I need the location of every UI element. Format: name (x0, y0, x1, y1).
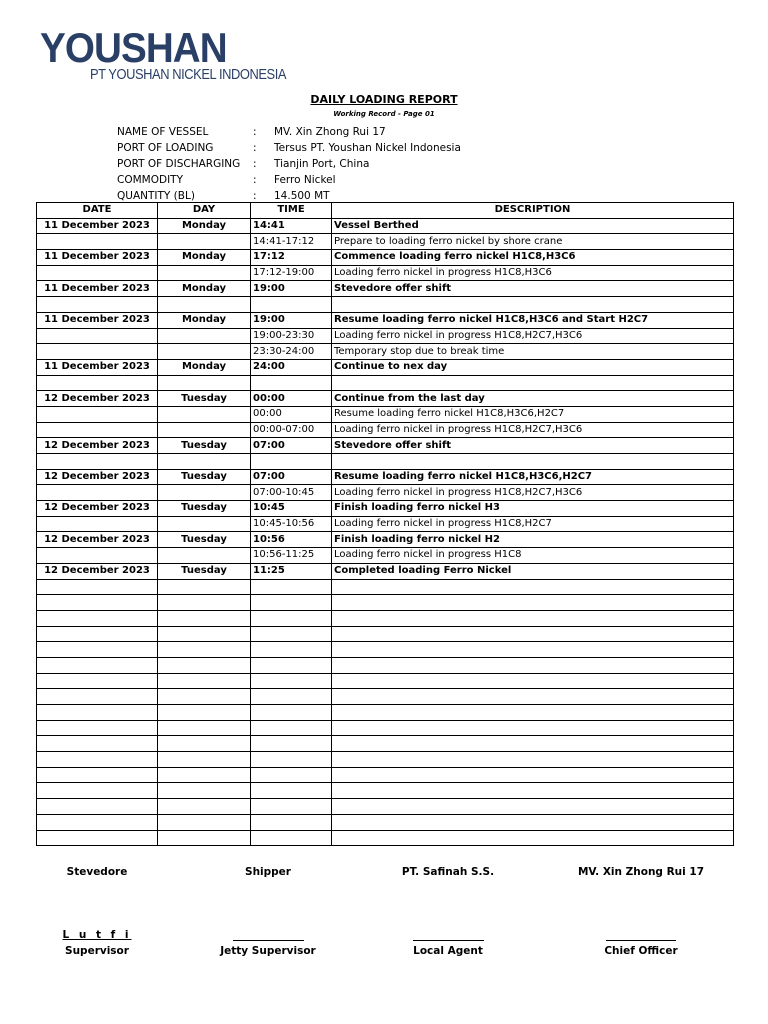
cell-day (158, 265, 251, 281)
party-agent: PT. Safinah S.S. (401, 866, 495, 878)
cell-description (332, 736, 734, 752)
table-row (37, 783, 734, 799)
logo-subtitle: PT YOUSHAN NICKEL INDONESIA (90, 66, 287, 83)
cell-day (158, 799, 251, 815)
cell-time (251, 689, 332, 705)
signature-line-agent (413, 940, 484, 941)
role-local-agent: Local Agent (413, 945, 483, 957)
cell-time (251, 375, 332, 391)
table-row (37, 548, 734, 564)
cell-day (158, 752, 251, 768)
table-row (37, 438, 734, 454)
cell-description (332, 595, 734, 611)
cell-time (251, 626, 332, 642)
cell-description (332, 830, 734, 846)
cell-description (332, 579, 734, 595)
info-colon: : (253, 142, 257, 154)
cell-time: 07:00-10:45 (251, 485, 332, 501)
table-row (37, 501, 734, 517)
table-row (37, 234, 734, 250)
table-row (37, 642, 734, 658)
cell-time (251, 454, 332, 470)
info-colon: : (253, 158, 257, 170)
cell-description: Resume loading ferro nickel H1C8,H3C6,H2C7 (332, 406, 734, 422)
cell-date (37, 814, 158, 830)
cell-description (332, 814, 734, 830)
cell-day: Tuesday (158, 532, 251, 548)
info-value: Tersus PT. Youshan Nickel Indonesia (274, 142, 461, 154)
table-row (37, 752, 734, 768)
cell-date: 12 December 2023 (37, 501, 158, 517)
cell-date (37, 657, 158, 673)
cell-day: Tuesday (158, 469, 251, 485)
table-row (37, 579, 734, 595)
cell-date: 12 December 2023 (37, 469, 158, 485)
table-row (37, 218, 734, 234)
cell-date (37, 516, 158, 532)
cell-description (332, 767, 734, 783)
cell-time: 10:45-10:56 (251, 516, 332, 532)
info-value: MV. Xin Zhong Rui 17 (274, 126, 386, 138)
cell-day (158, 783, 251, 799)
table-row (37, 657, 734, 673)
info-label: QUANTITY (BL) (117, 190, 195, 202)
cell-date (37, 485, 158, 501)
cell-description: Stevedore offer shift (332, 438, 734, 454)
cell-date (37, 579, 158, 595)
table-row (37, 485, 734, 501)
cell-description: Loading ferro nickel in progress H1C8,H3C6 (332, 265, 734, 281)
cell-time (251, 799, 332, 815)
cell-date (37, 344, 158, 360)
logo-wordmark: YOUSHAN (40, 24, 227, 71)
party-vessel: MV. Xin Zhong Rui 17 (577, 866, 705, 878)
cell-date (37, 720, 158, 736)
cell-time (251, 830, 332, 846)
cell-date (37, 610, 158, 626)
table-row (37, 689, 734, 705)
info-label: PORT OF LOADING (117, 142, 214, 154)
cell-date (37, 422, 158, 438)
cell-description: Prepare to loading ferro nickel by shore crane (332, 234, 734, 250)
cell-date (37, 830, 158, 846)
cell-date (37, 673, 158, 689)
cell-time: 07:00 (251, 438, 332, 454)
cell-time (251, 657, 332, 673)
table-row (37, 344, 734, 360)
cell-date: 12 December 2023 (37, 438, 158, 454)
cell-day: Tuesday (158, 391, 251, 407)
info-colon: : (253, 190, 257, 202)
cell-time: 07:00 (251, 469, 332, 485)
cell-date (37, 375, 158, 391)
cell-description: Continue from the last day (332, 391, 734, 407)
cell-date (37, 736, 158, 752)
cell-time (251, 752, 332, 768)
header-time: TIME (251, 203, 332, 219)
info-colon: : (253, 126, 257, 138)
cell-date (37, 406, 158, 422)
cell-day (158, 454, 251, 470)
cell-time: 14:41-17:12 (251, 234, 332, 250)
cell-date (37, 548, 158, 564)
cell-day (158, 234, 251, 250)
role-supervisor: Supervisor (65, 945, 129, 957)
cell-description: Completed loading Ferro Nickel (332, 563, 734, 579)
cell-date (37, 626, 158, 642)
cell-date: 12 December 2023 (37, 563, 158, 579)
cell-description: Finish loading ferro nickel H2 (332, 532, 734, 548)
cell-date: 12 December 2023 (37, 532, 158, 548)
table-row (37, 720, 734, 736)
cell-description: Finish loading ferro nickel H3 (332, 501, 734, 517)
cell-time (251, 642, 332, 658)
table-header-row (37, 203, 734, 219)
cell-time: 10:56 (251, 532, 332, 548)
table-row (37, 375, 734, 391)
table-row (37, 391, 734, 407)
info-value: 14.500 MT (274, 190, 330, 202)
cell-day (158, 516, 251, 532)
role-jetty-supervisor: Jetty Supervisor (220, 945, 316, 957)
cell-day (158, 485, 251, 501)
cell-description: Loading ferro nickel in progress H1C8,H2C7,H3C6 (332, 485, 734, 501)
cell-time (251, 579, 332, 595)
table-row (37, 297, 734, 313)
cell-time: 00:00 (251, 406, 332, 422)
table-row (37, 328, 734, 344)
cell-day: Tuesday (158, 438, 251, 454)
cell-time (251, 767, 332, 783)
cell-day (158, 422, 251, 438)
table-row (37, 250, 734, 266)
cell-day (158, 297, 251, 313)
header-day: DAY (158, 203, 251, 219)
cell-date (37, 265, 158, 281)
table-row (37, 767, 734, 783)
cell-description: Stevedore offer shift (332, 281, 734, 297)
cell-time (251, 297, 332, 313)
cell-date (37, 328, 158, 344)
cell-date (37, 595, 158, 611)
cell-description (332, 689, 734, 705)
cell-description (332, 642, 734, 658)
info-label: NAME OF VESSEL (117, 126, 209, 138)
info-row-port-loading (117, 140, 461, 156)
cell-description: Resume loading ferro nickel H1C8,H3C6 and Start H2C7 (332, 312, 734, 328)
report-title: DAILY LOADING REPORT (310, 93, 458, 106)
cell-date: 11 December 2023 (37, 359, 158, 375)
table-row (37, 830, 734, 846)
cell-time: 10:56-11:25 (251, 548, 332, 564)
cell-description: Loading ferro nickel in progress H1C8,H2C7 (332, 516, 734, 532)
table-row (37, 532, 734, 548)
cell-time (251, 610, 332, 626)
header-description: DESCRIPTION (332, 203, 734, 219)
cell-time: 19:00 (251, 312, 332, 328)
cell-day: Monday (158, 250, 251, 266)
table-row (37, 281, 734, 297)
info-label: PORT OF DISCHARGING (117, 158, 241, 170)
cell-description: Resume loading ferro nickel H1C8,H3C6,H2C7 (332, 469, 734, 485)
party-stevedore: Stevedore (66, 866, 128, 878)
cell-day (158, 328, 251, 344)
cell-day (158, 610, 251, 626)
cell-date (37, 705, 158, 721)
role-chief-officer: Chief Officer (604, 945, 678, 957)
cell-day (158, 705, 251, 721)
cell-description: Loading ferro nickel in progress H1C8,H2C7,H3C6 (332, 422, 734, 438)
cell-day: Tuesday (158, 563, 251, 579)
table-row (37, 814, 734, 830)
cell-date: 11 December 2023 (37, 218, 158, 234)
cell-time (251, 720, 332, 736)
cell-time (251, 705, 332, 721)
info-colon: : (253, 174, 257, 186)
loading-log-table (36, 202, 734, 846)
cell-description (332, 799, 734, 815)
info-row-vessel (117, 124, 461, 140)
cell-date (37, 642, 158, 658)
cell-description (332, 705, 734, 721)
info-value: Ferro Nickel (274, 174, 336, 186)
table-row (37, 359, 734, 375)
cell-day: Monday (158, 359, 251, 375)
cell-date (37, 767, 158, 783)
cell-day (158, 344, 251, 360)
table-row (37, 422, 734, 438)
cell-day (158, 720, 251, 736)
cell-description: Temporary stop due to break time (332, 344, 734, 360)
table-body (37, 218, 734, 846)
cell-description (332, 673, 734, 689)
info-row-commodity (117, 172, 461, 188)
cell-time (251, 736, 332, 752)
cell-description (332, 454, 734, 470)
cell-time (251, 814, 332, 830)
cell-date (37, 234, 158, 250)
cell-time (251, 595, 332, 611)
cell-time: 10:45 (251, 501, 332, 517)
cell-time: 14:41 (251, 218, 332, 234)
cell-date (37, 454, 158, 470)
table-row (37, 469, 734, 485)
cell-day (158, 767, 251, 783)
cell-date: 11 December 2023 (37, 250, 158, 266)
table-row (37, 563, 734, 579)
cell-day (158, 406, 251, 422)
signature-line-officer (606, 940, 676, 941)
table-row (37, 516, 734, 532)
cell-time: 11:25 (251, 563, 332, 579)
cell-day: Monday (158, 281, 251, 297)
cell-time: 00:00-07:00 (251, 422, 332, 438)
cell-day (158, 375, 251, 391)
cell-time: 19:00-23:30 (251, 328, 332, 344)
cell-description (332, 375, 734, 391)
cell-day: Monday (158, 218, 251, 234)
table-row (37, 595, 734, 611)
vessel-info (117, 124, 461, 204)
table-row (37, 799, 734, 815)
table-row (37, 312, 734, 328)
cell-time: 24:00 (251, 359, 332, 375)
cell-day (158, 657, 251, 673)
cell-date: 11 December 2023 (37, 281, 158, 297)
cell-description (332, 720, 734, 736)
cell-day (158, 830, 251, 846)
table-row (37, 705, 734, 721)
cell-description (332, 657, 734, 673)
header-date: DATE (37, 203, 158, 219)
cell-time (251, 783, 332, 799)
cell-time: 17:12-19:00 (251, 265, 332, 281)
cell-day (158, 689, 251, 705)
table-row (37, 406, 734, 422)
cell-description: Loading ferro nickel in progress H1C8,H2C7,H3C6 (332, 328, 734, 344)
table-row (37, 673, 734, 689)
table-row (37, 454, 734, 470)
cell-time (251, 673, 332, 689)
party-shipper: Shipper (245, 866, 291, 878)
cell-description (332, 297, 734, 313)
cell-day (158, 595, 251, 611)
cell-day (158, 814, 251, 830)
info-value: Tianjin Port, China (274, 158, 370, 170)
cell-day (158, 736, 251, 752)
cell-day: Monday (158, 312, 251, 328)
cell-description (332, 783, 734, 799)
cell-date (37, 297, 158, 313)
cell-date: 12 December 2023 (37, 391, 158, 407)
cell-date (37, 752, 158, 768)
cell-description: Continue to nex day (332, 359, 734, 375)
table-row (37, 736, 734, 752)
cell-time: 00:00 (251, 391, 332, 407)
signature-line-jetty (233, 940, 304, 941)
table-row (37, 626, 734, 642)
cell-description: Commence loading ferro nickel H1C8,H3C6 (332, 250, 734, 266)
table-row (37, 610, 734, 626)
cell-day (158, 642, 251, 658)
cell-description: Vessel Berthed (332, 218, 734, 234)
info-row-port-discharging (117, 156, 461, 172)
cell-day: Tuesday (158, 501, 251, 517)
cell-date (37, 689, 158, 705)
cell-date (37, 783, 158, 799)
cell-day (158, 626, 251, 642)
supervisor-name: L u t f i (62, 929, 132, 941)
cell-description (332, 752, 734, 768)
cell-description: Loading ferro nickel in progress H1C8 (332, 548, 734, 564)
cell-time: 23:30-24:00 (251, 344, 332, 360)
cell-day (158, 673, 251, 689)
cell-time: 19:00 (251, 281, 332, 297)
cell-description (332, 626, 734, 642)
info-label: COMMODITY (117, 174, 183, 186)
cell-day (158, 579, 251, 595)
cell-day (158, 548, 251, 564)
cell-time: 17:12 (251, 250, 332, 266)
cell-date (37, 799, 158, 815)
cell-date: 11 December 2023 (37, 312, 158, 328)
table-row (37, 265, 734, 281)
report-subtitle: Working Record - Page 01 (333, 110, 435, 118)
company-logo (40, 24, 287, 88)
cell-description (332, 610, 734, 626)
